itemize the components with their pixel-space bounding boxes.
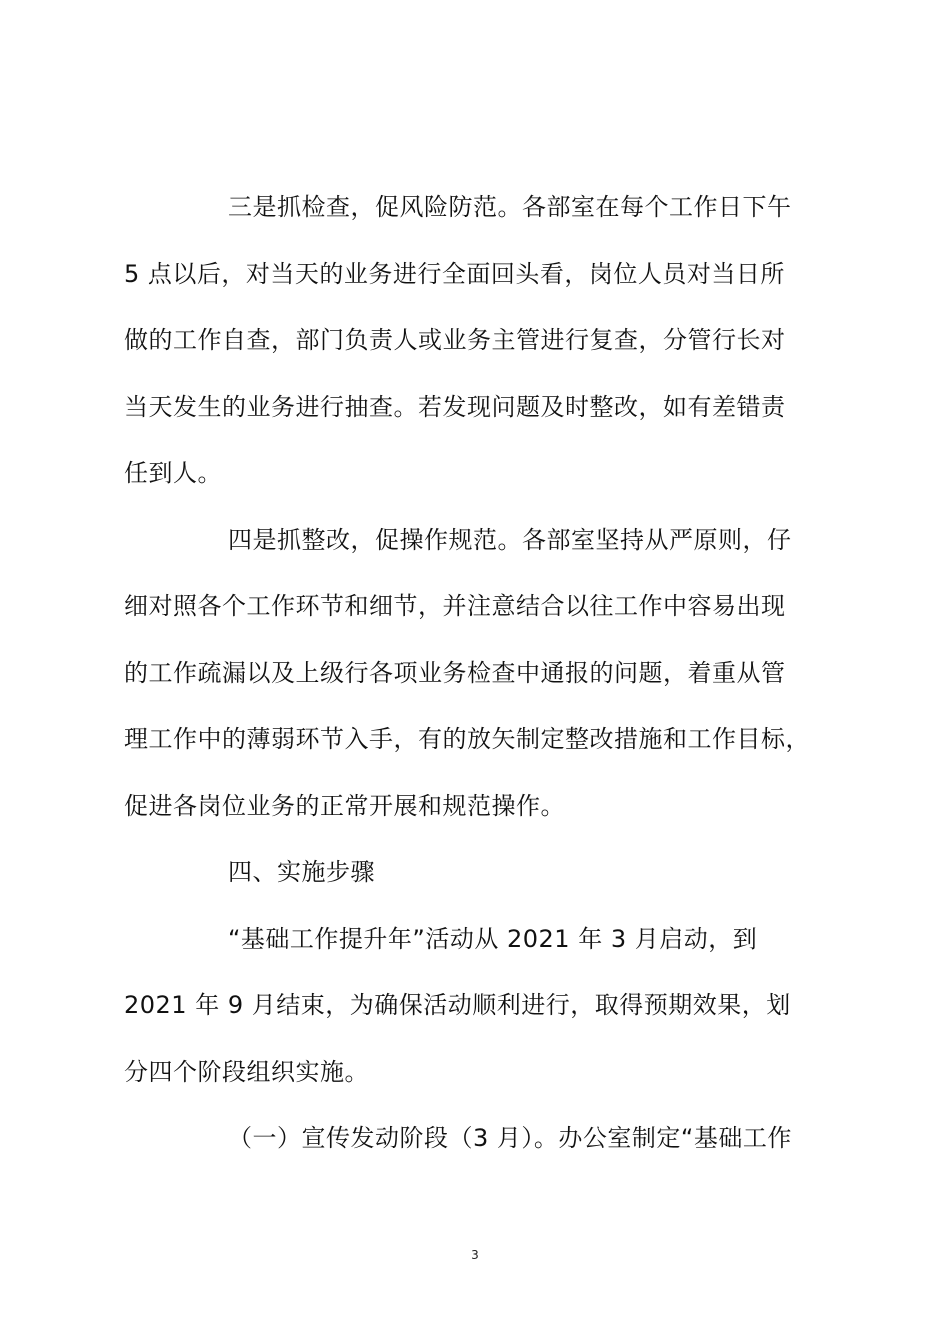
paragraph-5-line-1: “基础工作提升年”活动从 2021 年 3 月启动，到 [228,925,758,953]
paragraph-4-line-2: 细对照各个工作环节和细节，并注意结合以往工作中容易出现 [124,592,786,620]
paragraph-4-line-5: 促进各岗位业务的正常开展和规范操作。 [124,792,565,820]
paragraph-3-line-1: 三是抓检查，促风险防范。各部室在每个工作日下午 [228,193,792,221]
paragraph-4-line-4: 理工作中的薄弱环节入手，有的放矢制定整改措施和工作目标， [124,725,810,753]
paragraph-5-line-2: 2021 年 9 月结束，为确保活动顺利进行，取得预期效果，划 [124,991,791,1019]
paragraph-3-line-4: 当天发生的业务进行抽查。若发现问题及时整改，如有差错责 [124,393,786,421]
paragraph-5-line-3: 分四个阶段组织实施。 [124,1058,369,1086]
paragraph-3-line-5: 任到人。 [124,459,222,487]
section-heading: 四、实施步骤 [228,858,375,886]
paragraph-3-line-2: 5 点以后，对当天的业务进行全面回头看，岗位人员对当日所 [124,260,785,288]
paragraph-4-line-1: 四是抓整改，促操作规范。各部室坚持从严原则，仔 [228,526,792,554]
paragraph-3-line-3: 做的工作自查，部门负责人或业务主管进行复查，分管行长对 [124,326,786,354]
paragraph-4-line-3: 的工作疏漏以及上级行各项业务检查中通报的问题，着重从管 [124,659,786,687]
paragraph-6-line-1: （一）宣传发动阶段（3 月）。办公室制定“基础工作 [228,1124,792,1152]
page-number: 3 [471,1248,479,1262]
